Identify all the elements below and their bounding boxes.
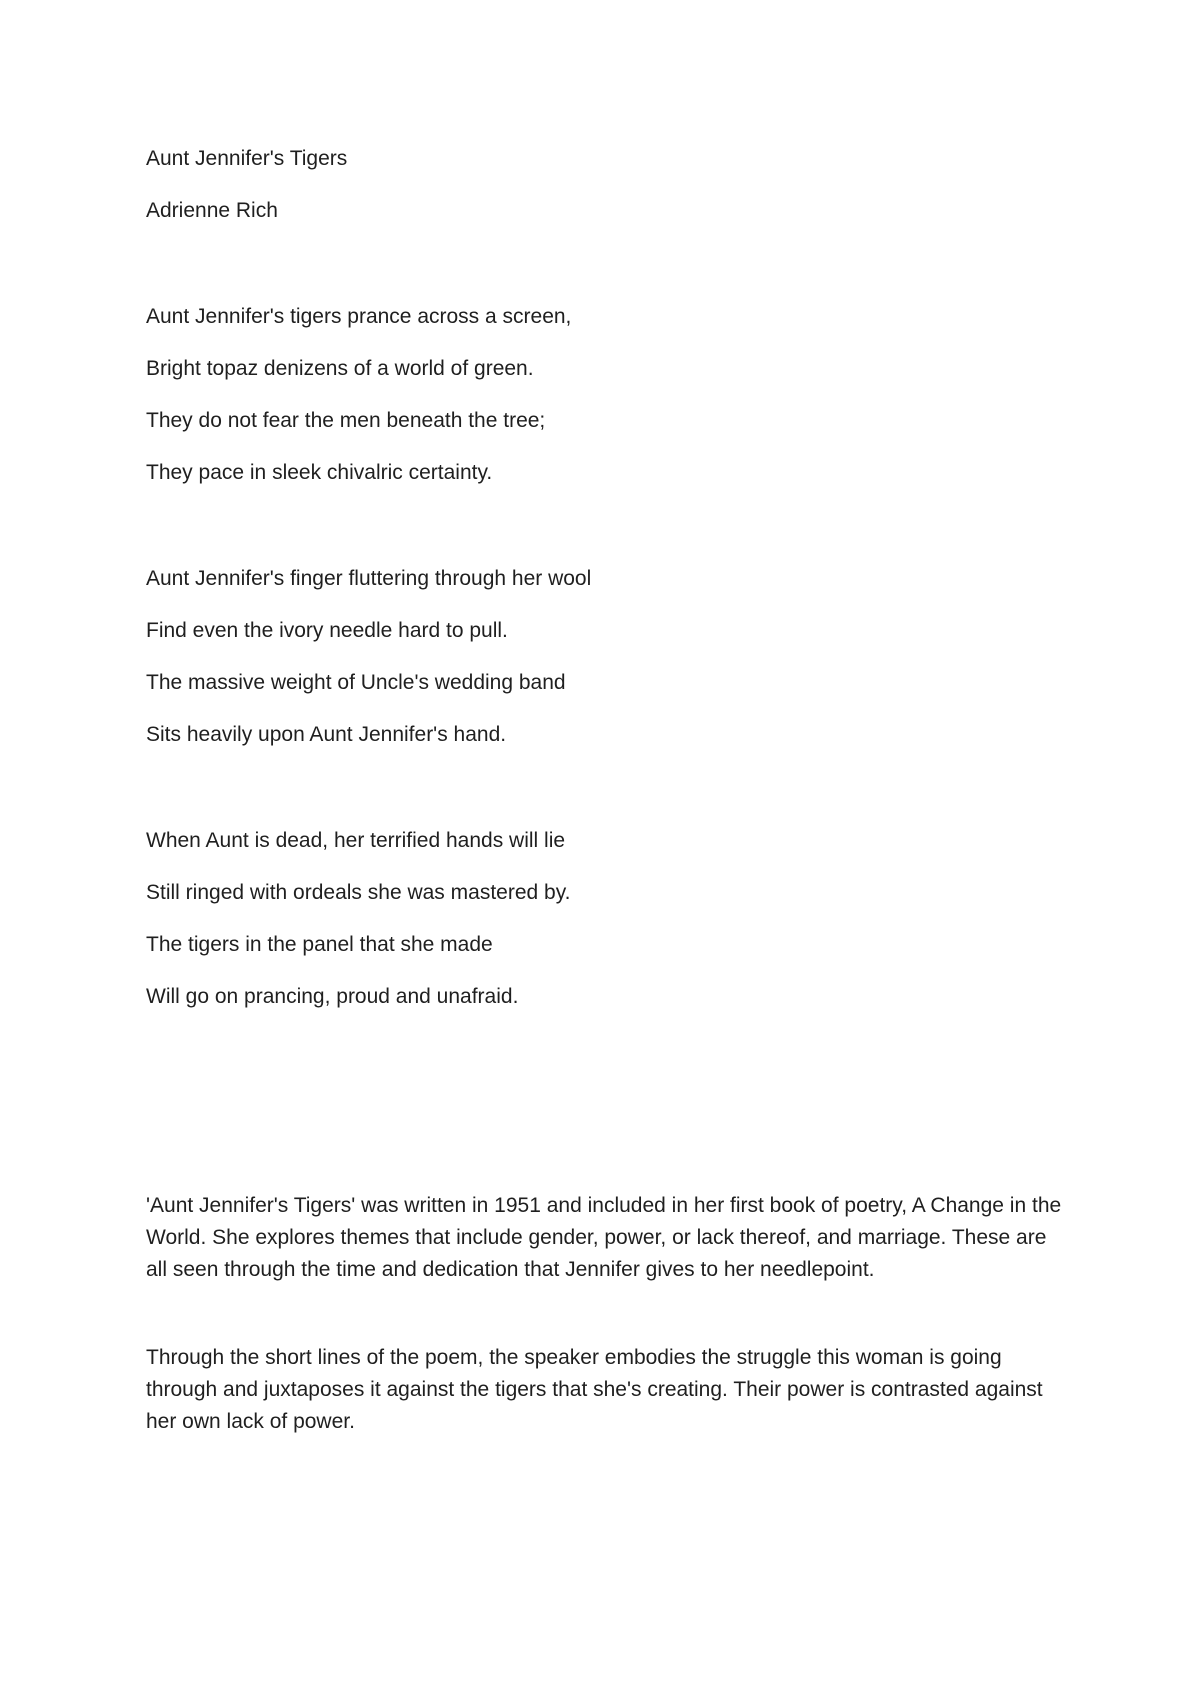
poem-line: Will go on prancing, proud and unafraid. [146,985,519,1008]
poem-line: Aunt Jennifer's tigers prance across a screen, [146,305,572,328]
poem-line: Find even the ivory needle hard to pull. [146,619,508,642]
poem-title [146,146,1076,172]
poem-author [146,198,1076,224]
poem-line: The massive weight of Uncle's wedding band [146,671,566,694]
poem-line: Sits heavily upon Aunt Jennifer's hand. [146,723,507,746]
poem-author-text: Adrienne Rich [146,199,278,222]
commentary-paragraph: Through the short lines of the poem, the speaker embodies the struggle this woman is going through and juxtaposes it against the tigers that she's creating. Their power is contrasted against her own lack of power. [146,1346,1043,1433]
poem-title-text: Aunt Jennifer's Tigers [146,147,348,170]
stanza-1 [146,304,571,512]
poem-line: The tigers in the panel that she made [146,933,493,956]
stanza-3 [146,828,570,1036]
poem-line: They do not fear the men beneath the tree; [146,409,546,432]
poem-line: Bright topaz denizens of a world of green. [146,357,534,380]
poem-line: They pace in sleek chivalric certainty. [146,461,493,484]
poem-line: Aunt Jennifer's finger fluttering through her wool [146,567,592,590]
stanza-2 [146,566,591,774]
commentary-paragraph: 'Aunt Jennifer's Tigers' was written in 1951 and included in her first book of poetry, A Change in the World. She explores themes that include gender, power, or lack thereof, and marriage. These are all seen through the time and dedication that Jennifer gives to her needlepoint. [146,1194,1062,1281]
poem-line: When Aunt is dead, her terrified hands will lie [146,829,566,852]
poem-line: Still ringed with ordeals she was mastered by. [146,881,571,904]
